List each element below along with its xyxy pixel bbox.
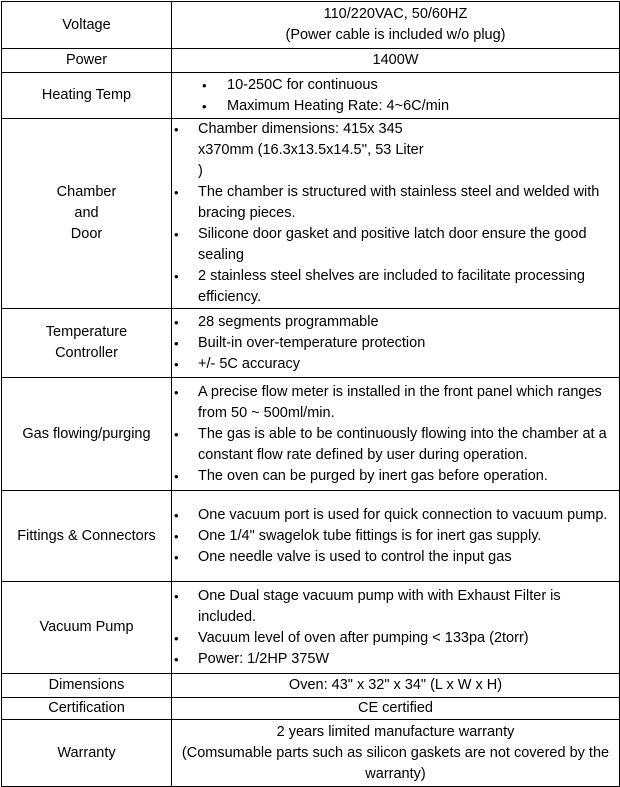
- row-value: [172, 119, 620, 309]
- row-value: [172, 582, 620, 674]
- bullet-list: [172, 75, 619, 117]
- list-item-text: The chamber is structured with stainless steel and welded with bracing pieces.: [198, 184, 600, 221]
- list-item-text: One needle valve is used to control the input gas: [198, 548, 512, 565]
- label-line: Controller: [55, 345, 118, 361]
- bullet-icon: •: [174, 122, 179, 137]
- row-value: CE certified: [172, 698, 620, 720]
- list-item-text: +/- 5C accuracy: [198, 355, 300, 372]
- row-value: [172, 720, 620, 787]
- bullet-icon: •: [174, 528, 179, 544]
- bullet-icon: •: [174, 185, 179, 200]
- bullet-icon: •: [174, 630, 179, 646]
- list-item-text: One 1/4" swagelok tube fittings is for inert gas supply.: [198, 527, 542, 544]
- row-value: 1400W: [172, 49, 620, 73]
- spec-row-warranty: [2, 720, 620, 787]
- spec-row-chamber-door: [2, 119, 620, 309]
- list-item: [172, 649, 619, 670]
- list-item: [172, 586, 619, 628]
- list-item: [172, 466, 619, 487]
- list-item: [172, 119, 619, 182]
- list-item: [172, 505, 619, 526]
- row-value: Oven: 43" x 32" x 34" (L x W x H): [172, 674, 620, 698]
- list-item: [172, 312, 619, 333]
- bullet-icon: •: [174, 356, 179, 372]
- list-item-text: 28 segments programmable: [198, 313, 379, 330]
- spec-row-certification: [2, 698, 620, 720]
- spec-row-dimensions: [2, 674, 620, 698]
- row-label: Power: [2, 49, 172, 73]
- list-item: [172, 333, 619, 354]
- bullet-icon: •: [174, 426, 179, 442]
- list-item-text: One vacuum port is used for quick connection to vacuum pump.: [198, 506, 608, 523]
- list-item: [172, 526, 619, 547]
- list-item-text: Chamber dimensions: 415x 345 x370mm (16.3x13.5x14.5'', 53 Liter ): [198, 121, 424, 179]
- list-item-text: The oven can be purged by inert gas before operation.: [198, 467, 548, 484]
- bullet-icon: •: [174, 335, 179, 351]
- list-item: [172, 547, 619, 568]
- list-item: [172, 382, 619, 424]
- list-item-text: Built-in over-temperature protection: [198, 334, 426, 351]
- spec-row-temperature-controller: [2, 309, 620, 378]
- list-item-text: Vacuum level of oven after pumping < 133pa (2torr): [198, 629, 529, 646]
- row-label: Heating Temp: [2, 73, 172, 119]
- bullet-icon: •: [202, 98, 207, 114]
- list-item-text: Silicone door gasket and positive latch door ensure the good sealing: [198, 226, 587, 263]
- value-line: (Power cable is included w/o plug): [285, 27, 506, 43]
- bullet-icon: •: [202, 77, 207, 93]
- list-item-text: A precise flow meter is installed in the front panel which ranges from 50 ~ 500ml/min.: [198, 383, 602, 421]
- list-item-text: The gas is able to be continuously flowing into the chamber at a constant flow rate defined by user during operation.: [198, 425, 607, 463]
- list-item: [172, 266, 619, 308]
- spec-row-voltage: [2, 2, 620, 49]
- bullet-icon: •: [174, 549, 179, 565]
- list-item-text: One Dual stage vacuum pump with with Exhaust Filter is included.: [198, 587, 561, 625]
- bullet-list: [172, 312, 619, 375]
- label-line: Chamber: [56, 184, 117, 200]
- spec-row-vacuum-pump: [2, 582, 620, 674]
- row-label: Warranty: [2, 720, 172, 787]
- bullet-icon: •: [174, 507, 179, 523]
- value-line: (Comsumable parts such as silicon gaskets are not covered by the warranty): [181, 744, 610, 782]
- bullet-icon: •: [174, 227, 179, 242]
- list-item: [172, 96, 619, 117]
- list-item-text: Power: 1/2HP 375W: [198, 650, 330, 667]
- bullet-icon: •: [174, 588, 179, 604]
- row-label: [2, 119, 172, 309]
- row-value: [172, 309, 620, 378]
- bullet-icon: •: [174, 468, 179, 484]
- row-value: [172, 378, 620, 491]
- row-label: Certification: [2, 698, 172, 720]
- bullet-icon: •: [174, 314, 179, 330]
- list-item: [172, 224, 619, 266]
- bullet-list: [172, 382, 619, 487]
- list-item: [172, 75, 619, 96]
- row-label: Voltage: [2, 2, 172, 49]
- spec-table: [1, 1, 620, 787]
- spec-row-gas-flowing: [2, 378, 620, 491]
- list-item: [172, 354, 619, 375]
- label-line: Door: [70, 226, 103, 242]
- list-item: [172, 424, 619, 466]
- label-line: and: [74, 205, 99, 221]
- spec-row-heating-temp: [2, 73, 620, 119]
- row-value: [172, 491, 620, 582]
- list-item-text: Maximum Heating Rate: 4~6C/min: [227, 97, 450, 114]
- list-item: [172, 182, 619, 224]
- row-value: [172, 2, 620, 49]
- row-label: Fittings & Connectors: [2, 491, 172, 582]
- bullet-list: [172, 586, 619, 670]
- spec-row-power: [2, 49, 620, 73]
- label-line: Temperature: [45, 324, 128, 340]
- bullet-list: [172, 505, 619, 568]
- row-label: [2, 309, 172, 378]
- bullet-icon: •: [174, 651, 179, 667]
- bullet-list: [172, 119, 619, 308]
- row-label: Vacuum Pump: [2, 582, 172, 674]
- bullet-icon: •: [174, 269, 179, 284]
- list-item-text: 10-250C for continuous: [227, 76, 378, 93]
- row-value: [172, 73, 620, 119]
- list-item-text: 2 stainless steel shelves are included to facilitate processing efficiency.: [198, 268, 585, 305]
- row-label: Gas flowing/purging: [2, 378, 172, 491]
- bullet-icon: •: [174, 384, 179, 400]
- value-line: 2 years limited manufacture warranty: [276, 723, 515, 740]
- spec-row-fittings: [2, 491, 620, 582]
- value-line: 110/220VAC, 50/60HZ: [323, 6, 468, 22]
- row-label: Dimensions: [2, 674, 172, 698]
- list-item: [172, 628, 619, 649]
